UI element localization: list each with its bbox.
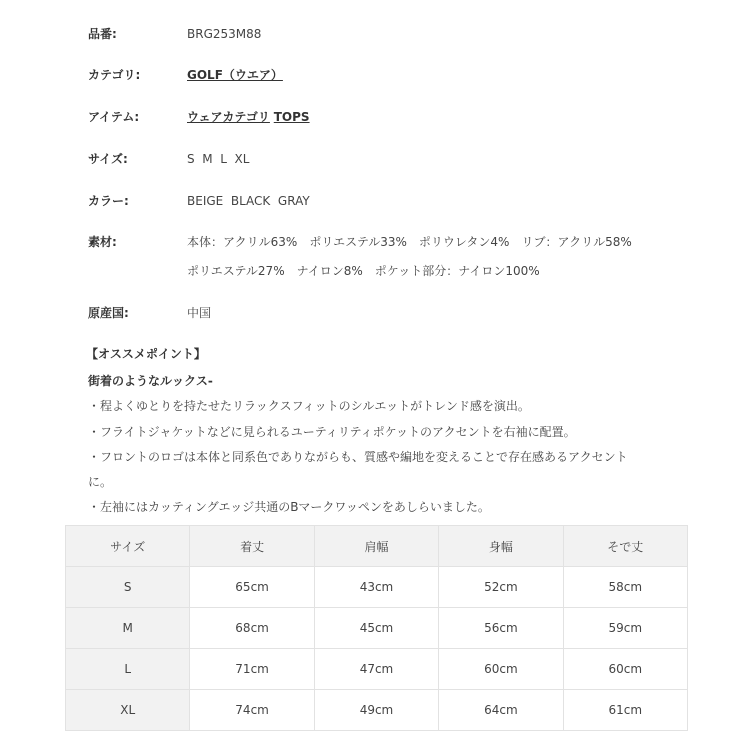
recommend-bullet: ・程よくゆとりを持たせたリラックスフィットのシルエットがトレンド感を演出。 bbox=[88, 399, 530, 413]
size-label: サイズ: bbox=[88, 152, 128, 166]
category-label: カテゴリ: bbox=[88, 68, 141, 82]
product-number-label: 品番: bbox=[88, 27, 117, 41]
material-line-1: 本体：アクリル63% ポリエステル33% ポリウレタン4% リブ：アクリル58% bbox=[187, 235, 632, 249]
table-cell: 52cm bbox=[439, 567, 563, 608]
material-line-2: ポリエステル27% ナイロン8% ポケット部分：ナイロン100% bbox=[187, 264, 540, 278]
recommend-bullet-cont: に。 bbox=[88, 475, 113, 489]
table-row bbox=[66, 649, 688, 690]
size-table bbox=[65, 525, 688, 731]
header-size: サイズ bbox=[66, 526, 190, 567]
header-length: 着丈 bbox=[190, 526, 314, 567]
table-cell: 58cm bbox=[563, 567, 687, 608]
recommend-bullet: ・左袖にはカッティングエッジ共通のBマークワッペンをあしらいました。 bbox=[88, 500, 490, 514]
origin-value: 中国 bbox=[187, 306, 212, 320]
table-cell: 56cm bbox=[439, 608, 563, 649]
size-value: S M L XL bbox=[187, 152, 250, 166]
table-cell: 74cm bbox=[190, 690, 314, 731]
product-number-value: BRG253M88 bbox=[187, 27, 262, 41]
table-cell: 49cm bbox=[314, 690, 438, 731]
table-row bbox=[66, 690, 688, 731]
table-cell: 45cm bbox=[314, 608, 438, 649]
size-cell: M bbox=[66, 608, 190, 649]
size-cell: XL bbox=[66, 690, 190, 731]
header-shoulder: 肩幅 bbox=[314, 526, 438, 567]
size-cell: S bbox=[66, 567, 190, 608]
wear-category-link[interactable]: ウェアカテゴリ bbox=[187, 110, 270, 124]
category-link[interactable]: GOLF（ウエア） bbox=[187, 68, 283, 82]
table-cell: 61cm bbox=[563, 690, 687, 731]
table-cell: 47cm bbox=[314, 649, 438, 690]
material-label: 素材: bbox=[88, 235, 117, 249]
header-chest: 身幅 bbox=[439, 526, 563, 567]
item-label: アイテム: bbox=[88, 110, 140, 124]
recommend-bullet: ・フライトジャケットなどに見られるユーティリティポケットのアクセントを右袖に配置。 bbox=[88, 425, 576, 439]
table-cell: 68cm bbox=[190, 608, 314, 649]
origin-label: 原産国: bbox=[88, 306, 129, 320]
table-row bbox=[66, 608, 688, 649]
tops-link[interactable]: TOPS bbox=[273, 110, 310, 124]
table-cell: 71cm bbox=[190, 649, 314, 690]
table-cell: 60cm bbox=[563, 649, 687, 690]
recommend-bullet: ・フロントのロゴは本体と同系色でありながらも、質感や編地を変えることで存在感あるアクセント bbox=[88, 450, 628, 464]
recommend-heading: 【オススメポイント】 bbox=[86, 347, 206, 361]
color-label: カラー: bbox=[88, 194, 129, 208]
header-sleeve: そで丈 bbox=[563, 526, 687, 567]
size-cell: L bbox=[66, 649, 190, 690]
table-row bbox=[66, 567, 688, 608]
table-cell: 59cm bbox=[563, 608, 687, 649]
color-value: BEIGE BLACK GRAY bbox=[187, 194, 310, 208]
table-cell: 64cm bbox=[439, 690, 563, 731]
table-cell: 65cm bbox=[190, 567, 314, 608]
table-cell: 43cm bbox=[314, 567, 438, 608]
table-header-row bbox=[66, 526, 688, 567]
recommend-subheading: 街着のようなルックス- bbox=[88, 374, 213, 388]
table-cell: 60cm bbox=[439, 649, 563, 690]
